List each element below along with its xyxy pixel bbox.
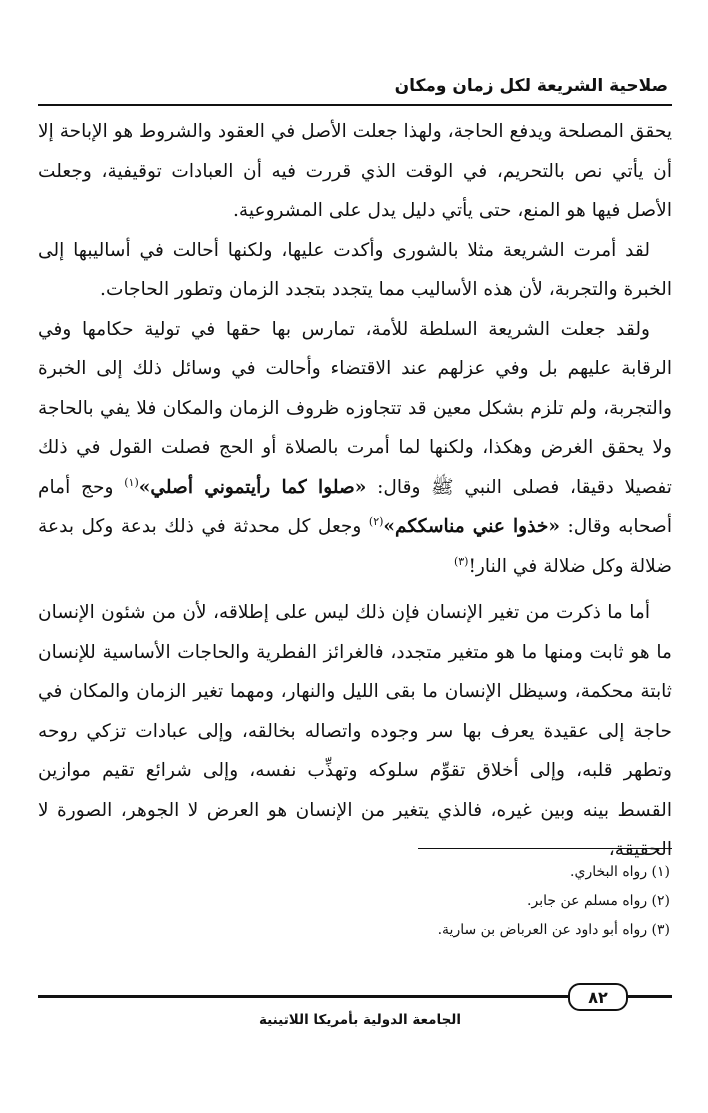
footnote-ref-1: (١) (124, 475, 139, 489)
footnote-ref-2: (٢) (368, 514, 384, 528)
footnote-ref-3: (٣) (453, 554, 469, 568)
paragraph-3 (38, 310, 672, 587)
paragraph-3-text-c: وجعل كل محدثة في ذلك بدعة وكل بدعة ضلالة وكل ضلالة في النار! (38, 516, 672, 577)
footnote-2: (٢) رواه مسلم عن جابر. (527, 893, 670, 909)
paragraph-1: يحقق المصلحة ويدفع الحاجة، ولهذا جعلت الأصل في العقود والشروط هو الإباحة إلا أن يأتي نص بالتحريم، في الوقت الذي قررت فيه أن العبادات توقيفية، وجعلت الأصل فيها هو المنع، حتى يأتي دليل يدل على المشروعية. (38, 121, 672, 221)
footnote-divider (418, 848, 672, 849)
footnote-1: (١) رواه البخاري. (570, 864, 670, 880)
hadith-quote-2: «خذوا عني مناسككم» (383, 516, 561, 537)
footnotes (250, 858, 670, 945)
hadith-quote-1: «صلوا كما رأيتموني أصلي» (138, 476, 367, 498)
header-divider (38, 104, 672, 106)
paragraph-3-text-b: وحج أمام أصحابه وقال: (38, 476, 673, 537)
paragraph-2: لقد أمرت الشريعة مثلا بالشورى وأكدت عليها، ولكنها أحالت في أساليبها إلى الخبرة والتجربة، لأن هذه الأساليب مما يتجدد بتجدد الزمان وتطور الحاجات. (38, 239, 672, 300)
footnote-3: (٣) رواه أبو داود عن العرباض بن سارية. (437, 922, 670, 938)
paragraph-4: أما ما ذكرت من تغير الإنسان فإن ذلك ليس على إطلاقه، لأن من شئون الإنسان ما هو ثابت ومنها ما هو متغير متجدد، فالغرائز الفطرية والحاجات الأساسية للإنسان ثابتة محكمة، وسيظل الإنسان ما بقى الليل والنهار، ومهما تغير الزمان والمكان في حاجة إلى عقيدة يعرف بها سر وجوده واتصاله بخالقه، وإلى عبادات تزكي روحه وتطهر قلبه، وإلى أخلاق تقوِّم سلوكه وتهذِّب نفسه، وإلى شرائع تقيم موازين القسط بينه وبين غيره، فالذي يتغير من الإنسان هو العرض لا الجوهر، الصورة لا الحقيقة، (38, 602, 672, 860)
footer-university-name: الجامعة الدولية بأمريكا اللاتينية (258, 1012, 462, 1028)
paragraph-3-text-a: ولقد جعلت الشريعة السلطة للأمة، تمارس بها حقها في تولية حكامها وفي الرقابة عليهم بل وفي عزلهم عند الاقتضاء وأحالت في وسائل ذلك إلى الخبرة والتجربة، ولم تلزم بشكل معين قد تتجاوزه ظروف الزمان والمكان فلا يفي بالحاجة ولا يحقق الغرض وهكذا، ولكنها لما أمرت بالصلاة أو الحج فصلت القول في ذلك تفصيلا دقيقا، فصلى النبي ﷺ وقال: (38, 318, 672, 498)
page-number: ٨٢ (568, 983, 628, 1011)
running-header-title: صلاحية الشريعة لكل زمان ومكان (394, 76, 668, 96)
main-text (38, 112, 672, 870)
